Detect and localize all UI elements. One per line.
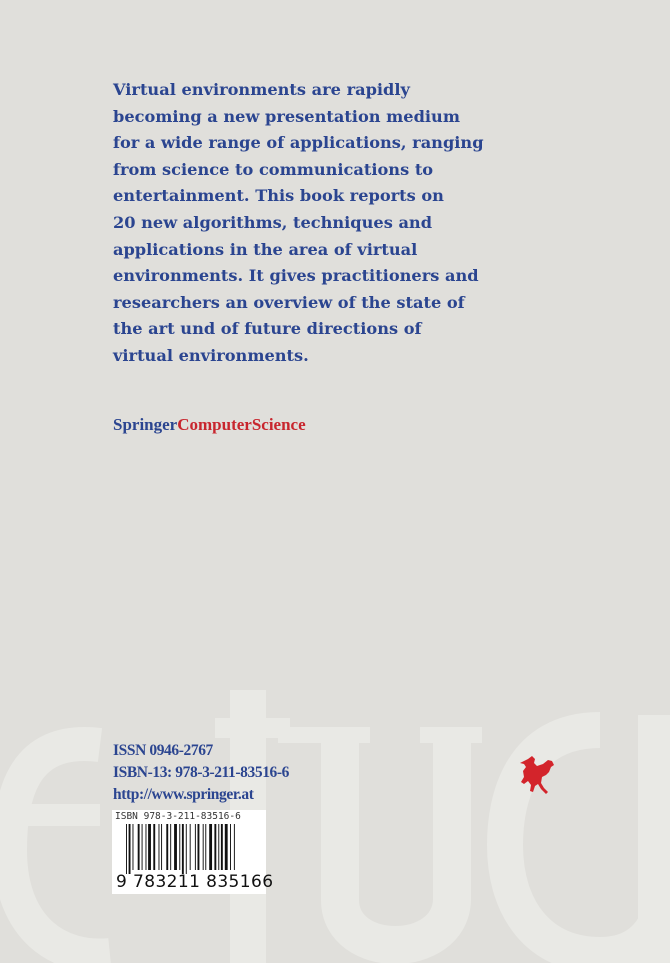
series-name	[113, 415, 306, 435]
blurb-line: applications in the area of virtual	[113, 239, 418, 259]
watermark-glyphs	[10, 690, 670, 963]
barcode-bar	[198, 824, 200, 870]
issn: ISSN 0946-2767	[113, 742, 213, 759]
blurb-line: Virtual environments are rapidly	[113, 80, 410, 99]
isbn-barcode	[112, 810, 274, 894]
barcode-bar	[218, 824, 219, 870]
barcode-bar	[170, 824, 171, 870]
barcode-bar	[133, 824, 134, 870]
barcode-bar	[209, 824, 212, 870]
barcode-bar	[182, 824, 184, 874]
blurb-line: becoming a new presentation medium	[113, 106, 460, 126]
barcode-bar	[159, 824, 160, 870]
blurb-text	[113, 77, 484, 370]
blurb-line: entertainment. This book reports on	[113, 186, 444, 206]
blurb-line: researchers an overview of the state of	[113, 292, 465, 312]
barcode-digits: 9 783211 835166	[116, 872, 274, 892]
springer-horse-rider-icon	[518, 755, 560, 803]
barcode-bar	[186, 824, 187, 874]
barcode-bar	[221, 824, 223, 870]
barcode-bar	[195, 824, 196, 870]
barcode-bar	[146, 824, 147, 870]
series-title: ComputerScience	[177, 415, 306, 434]
barcode-isbn-text: ISBN 978-3-211-83516-6	[115, 811, 241, 822]
barcode-bar	[126, 824, 127, 874]
series-publisher: Springer	[113, 415, 178, 434]
barcode-bar	[205, 824, 206, 870]
barcode-bar	[153, 824, 155, 870]
barcode-bar	[190, 824, 191, 870]
blurb-line: for a wide range of applications, ranging	[113, 133, 484, 153]
barcode-bar	[230, 824, 231, 870]
barcode-bar	[148, 824, 151, 870]
barcode-bar	[166, 824, 168, 870]
barcode-bar	[161, 824, 162, 870]
barcode-bar	[129, 824, 131, 874]
blurb-line: 20 new algorithms, techniques and	[113, 212, 433, 232]
barcode-bar	[138, 824, 140, 870]
barcode-bar	[179, 824, 180, 870]
barcode-bar	[234, 824, 235, 870]
barcode-bar	[214, 824, 216, 870]
blurb-line: virtual environments.	[113, 345, 309, 365]
website-url: http://www.springer.at	[113, 786, 254, 803]
blurb-line: from science to communications to	[113, 159, 434, 179]
blurb-line: the art und of future directions of	[113, 319, 422, 339]
barcode-bar	[174, 824, 177, 870]
book-info	[113, 740, 289, 806]
barcode-bar	[142, 824, 143, 870]
barcode-bar	[225, 824, 228, 870]
barcode-bar	[203, 824, 204, 870]
blurb-line: environments. It gives practitioners and	[113, 266, 479, 286]
isbn: ISBN-13: 978-3-211-83516-6	[113, 764, 290, 781]
